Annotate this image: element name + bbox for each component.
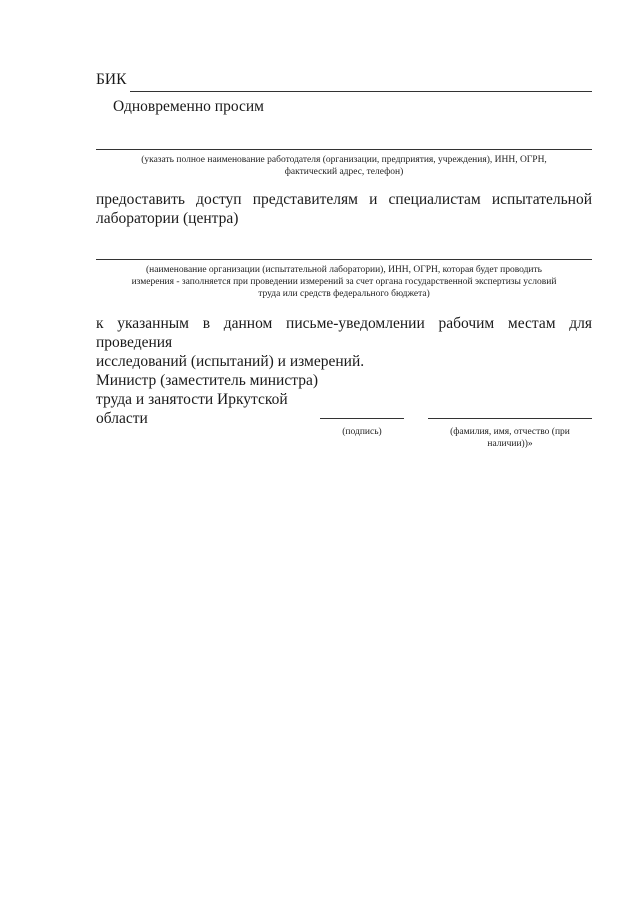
bik-fill-line bbox=[130, 91, 592, 92]
bik-label: БИК bbox=[96, 71, 127, 88]
workplaces-paragraph-line-1: к указанным в данном письме-уведомлении рабочим местам для проведения bbox=[96, 315, 592, 351]
name-caption-line-1: (фамилия, имя, отчество (при bbox=[450, 427, 570, 437]
name-fill-line bbox=[428, 418, 592, 419]
signatory-line-1: Министр (заместитель министра) bbox=[96, 372, 318, 389]
employer-caption-line-1: (указать полное наименование работодателя (организации, предприятия, учреждения), ИНН, ОГРН, bbox=[141, 155, 547, 165]
lab-caption-line-2: измерения - заполняется при проведении измерений за счет органа государственной экспертизы условий bbox=[131, 277, 557, 287]
workplaces-paragraph-line-2: исследований (испытаний) и измерений. bbox=[96, 353, 365, 370]
name-caption-line-2: наличии))» bbox=[487, 439, 533, 449]
request-intro: Одновременно просим bbox=[113, 98, 264, 115]
signatory-line-3: области bbox=[96, 410, 148, 427]
lab-caption bbox=[96, 264, 592, 300]
employer-fill-line bbox=[96, 149, 592, 150]
signature-fill-line bbox=[320, 418, 404, 419]
access-paragraph-line-1: предоставить доступ представителям и специалистам испытательной bbox=[96, 191, 592, 208]
signature-caption: (подпись) bbox=[342, 427, 382, 437]
name-caption bbox=[428, 426, 592, 450]
lab-fill-line bbox=[96, 259, 592, 260]
lab-caption-line-3: труда или средств федерального бюджета) bbox=[258, 289, 430, 299]
employer-caption-line-2: фактический адрес, телефон) bbox=[284, 167, 404, 177]
access-paragraph-line-2: лаборатории (центра) bbox=[96, 210, 239, 227]
signatory-block bbox=[96, 371, 326, 428]
workplaces-paragraph bbox=[96, 314, 592, 371]
employer-caption bbox=[96, 154, 592, 178]
access-paragraph bbox=[96, 190, 592, 228]
lab-caption-line-1: (наименование организации (испытательной лаборатории), ИНН, ОГРН, которая будет проводить bbox=[145, 265, 542, 275]
signatory-line-2: труда и занятости Иркутской bbox=[96, 391, 288, 408]
